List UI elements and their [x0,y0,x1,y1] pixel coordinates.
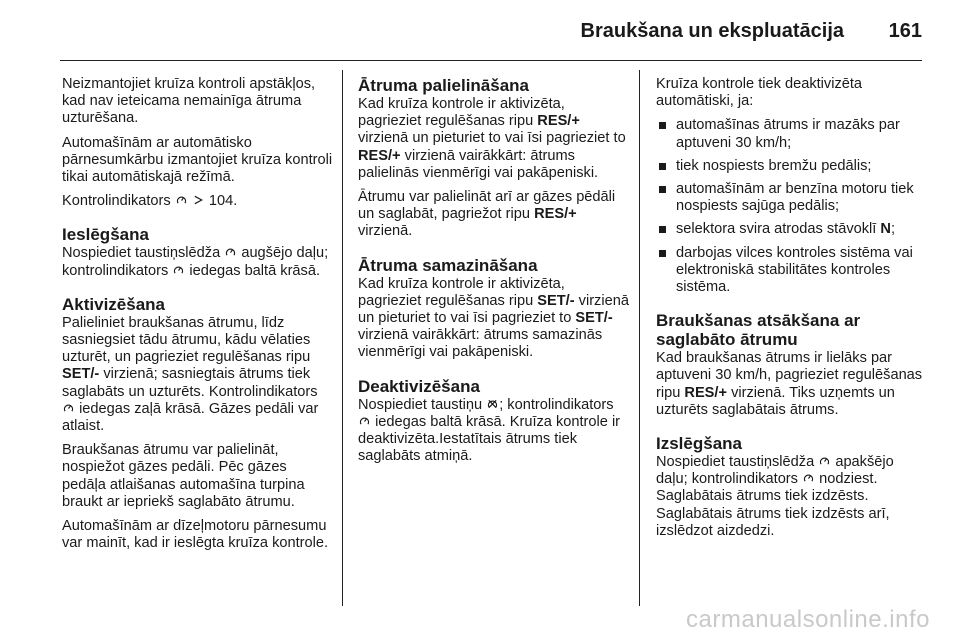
list-item: selektora svira atrodas stāvoklī N; [656,221,924,238]
paragraph: Neizmantojiet kruīza kontroli apstākļos, kad nav ieteicama nemainīga ātruma uzturēšana. [62,76,316,127]
column-divider [639,70,640,606]
control-label: SET/- [537,292,575,309]
control-label: SET/- [575,310,613,327]
cruise-off-icon [487,398,498,410]
watermark: carmanualsonline.info [686,606,930,633]
text: Ātrumu var palielināt arī ar gāzes pēdāli un saglabāt, pagriežot ripu [358,189,616,223]
text: virzienā vairākkārt: ātrums palielinās vienmērīgi vai pakāpeniski. [358,147,599,181]
bullet-icon [659,250,666,257]
section-heading-ieslegsana: Ieslēgšana [62,225,149,245]
text: Nospiediet taustiņslēdža [62,245,221,262]
bullet-icon [659,163,666,170]
cruise-control-icon [803,472,814,484]
page-reference-icon [193,194,204,206]
cruise-control-icon [63,402,74,414]
bullet-icon [659,186,666,193]
cruise-control-icon [176,194,187,206]
text: Palieliniet braukšanas ātrumu, līdz sasniegsiet tādu ātrumu, kādu vēlaties uzturēt, un pagrieziet regulēšanas ripu [62,314,311,366]
list-item: tiek nospiests bremžu pedālis; [656,158,924,175]
column-divider [342,70,343,606]
control-label: SET/- [62,366,100,383]
column-1 [62,76,334,559]
paragraph [358,96,630,182]
paragraph: Automašīnām ar dīzeļmotoru pārnesumu var mainīt, kad ir ieslēgta kruīza kontrole. [62,518,329,552]
text: iedegas baltā krāsā. Kruīza kontrole ir deaktivizēta.Iestatītais ātrums tiek saglabāts atmiņā. [358,413,621,465]
list-item: automašīnām ar benzīna motoru tiek nospiests sajūga pedālis; [656,181,924,215]
text: Kontrolindikators [62,193,171,210]
text: Kad kruīza kontrole ir aktivizēta, pagrieziet regulēšanas ripu [358,96,565,130]
text: iedegas baltā krāsā. [189,262,321,279]
list-item: darbojas vilces kontroles sistēma vai elektroniskā stabilitātes kontroles sistēma. [656,245,924,297]
page-header [60,0,922,61]
text: Kad kruīza kontrole ir aktivizēta, pagrieziet regulēšanas ripu [358,275,565,309]
cruise-control-icon [225,246,236,258]
control-label: RES/+ [537,113,580,130]
text: virzienā vairākkārt: ātrums samazinās vienmērīgi vai pakāpeniski. [358,327,603,361]
section-heading-samazinasana: Ātruma samazināšana [358,255,538,275]
column-2 [358,76,630,472]
bullet-icon [659,122,666,129]
section-heading-deaktivizesana: Deaktivizēšana [358,376,480,396]
cruise-control-icon [819,455,830,467]
text: Kad braukšanas ātrums ir lielāks par aptuveni 30 km/h, pagrieziet regulēšanas ripu [656,350,923,401]
text: virzienā un pieturiet to vai īsi pagrieziet to [358,130,626,147]
text: virzienā. [358,223,413,240]
paragraph [62,193,334,210]
gear-position-label: N [880,221,891,238]
text: virzienā. Tiks uzņemts un uzturēts saglabātais ātrums. [656,384,895,418]
section-heading-palielinasana: Ātruma palielināšana [358,76,530,95]
text: apakšējo daļu; kontrolindikators [656,454,894,488]
text: virzienā un pieturiet to vai īsi pagrieziet to [358,292,629,327]
paragraph [358,397,630,466]
deactivation-conditions-list [656,117,924,296]
cruise-control-icon [359,415,370,427]
control-label: RES/+ [684,384,727,401]
text: augšējo daļu; kontrolindikators [62,245,329,279]
text: Nospiediet taustiņu [358,396,483,413]
section-heading-aktivizesana: Aktivizēšana [62,294,165,314]
paragraph: Kruīza kontrole tiek deaktivizēta automātiski, ja: [656,76,863,110]
list-item: automašīnas ātrums ir mazāks par aptuveni 30 km/h; [656,117,924,151]
cruise-control-icon [173,264,184,276]
bullet-icon [659,226,666,233]
paragraph [656,350,924,419]
page-number: 161 [888,20,922,42]
text: iedegas zaļā krāsā. Gāzes pedāli var atlaist. [62,400,319,435]
control-label: RES/+ [534,206,577,223]
text: ; kontrolindikators [499,396,614,413]
column-3 [656,76,924,547]
control-label: RES/+ [358,147,401,164]
paragraph: Braukšanas ātrumu var palielināt, nospiežot gāzes pedāli. Pēc gāzes pedāļa atlaišanas automašīna turpina braukt ar iepriekš saglabāto ātrumu. [62,442,305,510]
header-title: Braukšana un ekspluatācija [580,20,844,42]
paragraph [358,189,630,241]
paragraph [62,315,334,435]
paragraph [62,245,334,279]
page-reference[interactable]: 104. [208,193,238,210]
text: nodziest. Saglabātais ātrums tiek izdzēsts. Saglabātais ātrums tiek izdzēsts arī, izslēdzot aizdedzi. [656,471,890,539]
text: virzienā; sasniegtais ātrums tiek saglabāts un uzturēts. Kontrolindikators [62,366,318,400]
paragraph: Automašīnām ar automātisko pārnesumkārbu izmantojiet kruīza kontroli tikai automātiskajā režīmā. [62,134,333,186]
paragraph [656,454,924,540]
paragraph [358,276,630,362]
section-heading-izslegsana: Izslēgšana [656,434,742,454]
text: Nospiediet taustiņslēdža [656,454,815,471]
section-heading-atsaksana: Braukšanas atsākšana ar saglabāto ātrumu [656,311,861,350]
